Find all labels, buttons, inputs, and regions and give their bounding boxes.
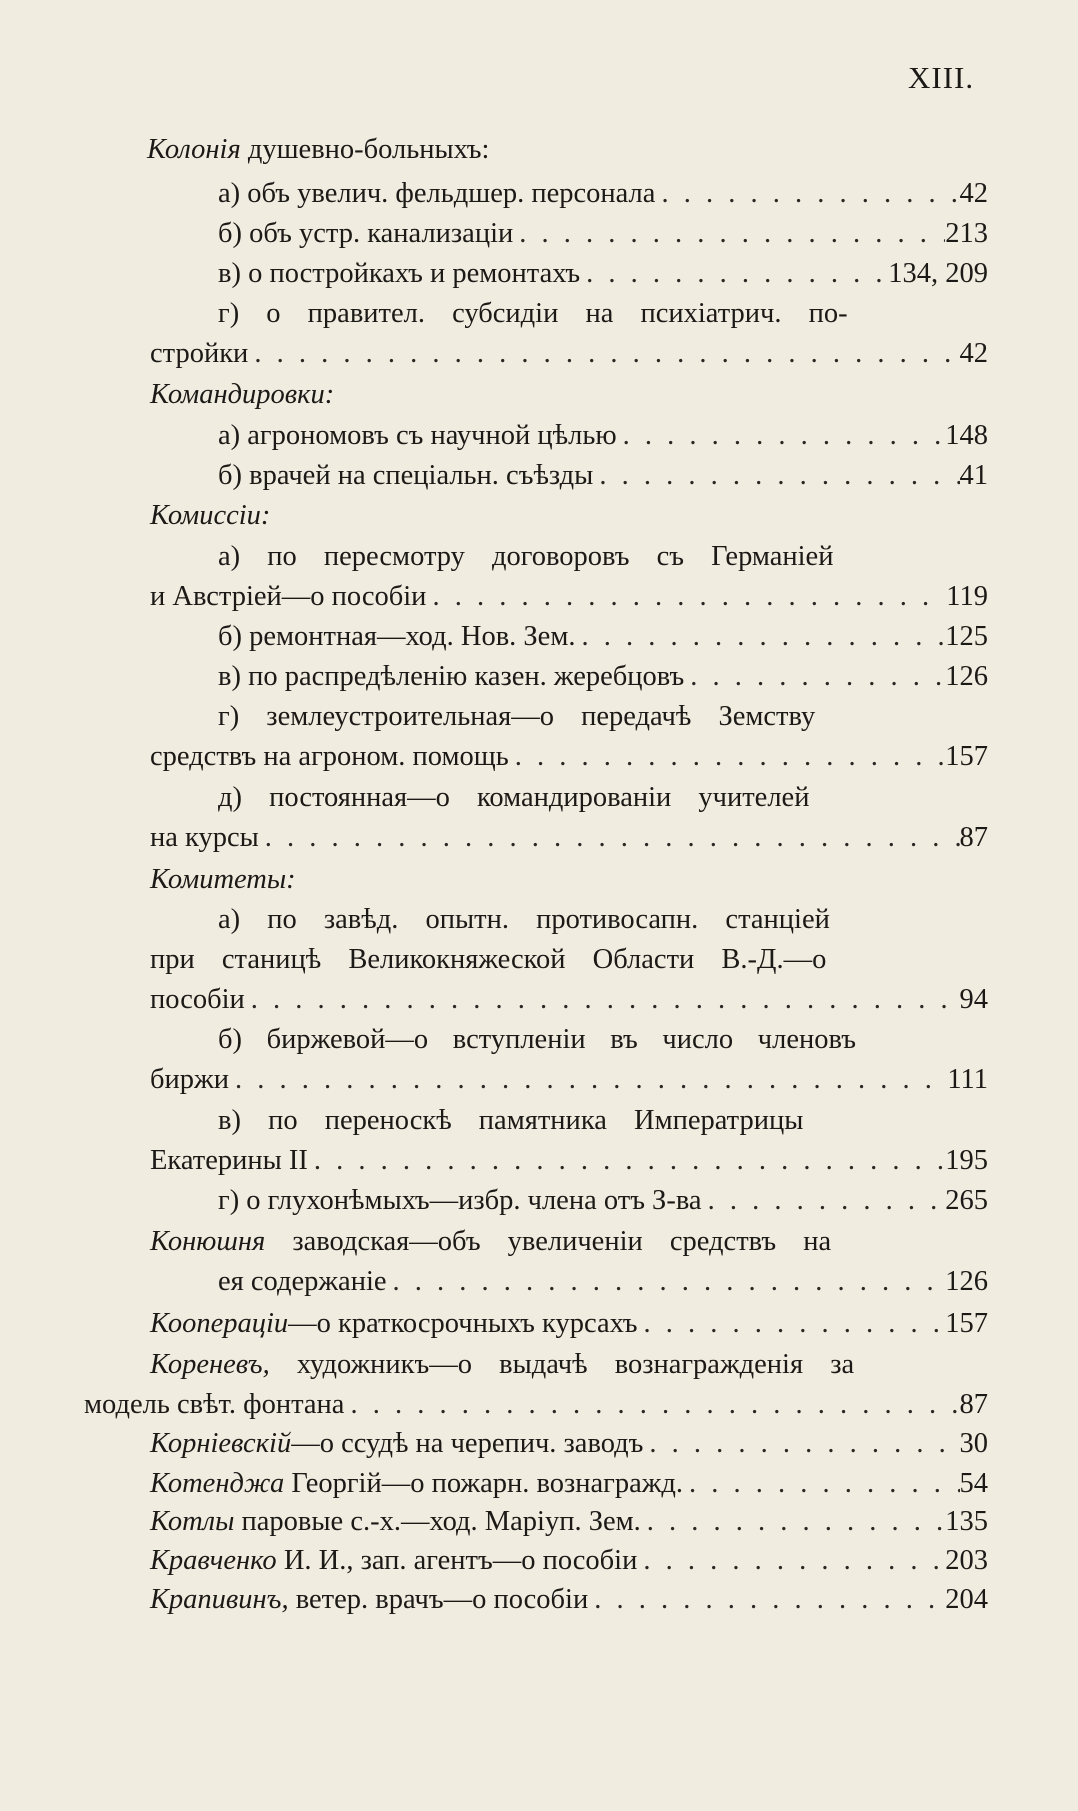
entry-heading: Командировки: xyxy=(150,379,335,410)
index-line xyxy=(218,416,988,456)
page-reference: 195 xyxy=(945,1145,988,1176)
index-line xyxy=(150,1541,988,1581)
index-line xyxy=(218,456,988,496)
entry-description: д) постоянная—о командированіи учителей xyxy=(218,782,810,813)
entry-text xyxy=(150,1464,683,1504)
entry-text xyxy=(218,214,513,254)
entry-text xyxy=(218,456,593,496)
page-reference: 135 xyxy=(945,1506,988,1537)
entry-description: а) агрономовъ съ научной цѣлью xyxy=(218,420,617,451)
entry-description: б) биржевой—о вступленіи въ число членовъ xyxy=(218,1024,856,1055)
entry-text xyxy=(218,617,576,657)
index-line xyxy=(218,1181,988,1221)
dot-leader xyxy=(248,334,959,374)
entry-text xyxy=(84,1385,344,1425)
index-line xyxy=(150,375,988,415)
index-line xyxy=(150,1222,856,1262)
entry-description: а) по завѣд. опытн. противосапн. станціей xyxy=(218,904,830,935)
index-line xyxy=(150,1424,988,1464)
index-line xyxy=(84,1385,988,1425)
entry-description: ея содержаніе xyxy=(218,1266,387,1297)
index-line xyxy=(218,778,856,818)
entry-text xyxy=(218,1181,702,1221)
index-line xyxy=(218,1101,856,1141)
dot-leader xyxy=(576,617,946,657)
page-reference: 41 xyxy=(959,460,988,491)
entry-description: —о краткосрочныхъ курсахъ xyxy=(288,1308,638,1339)
dot-leader xyxy=(637,1541,945,1581)
dot-leader xyxy=(617,416,946,456)
page-reference: 54 xyxy=(959,1468,988,1499)
entry-heading: Котлы xyxy=(150,1506,235,1537)
entry-description: на курсы xyxy=(150,822,259,853)
index-line xyxy=(218,294,858,334)
entry-text xyxy=(150,334,248,374)
dot-leader xyxy=(426,577,946,617)
page-reference: 126 xyxy=(945,1266,988,1297)
page-reference: 126 xyxy=(945,661,988,692)
entry-text xyxy=(218,778,809,818)
index-line xyxy=(150,737,988,777)
dot-leader xyxy=(684,657,945,697)
index-line xyxy=(218,214,988,254)
index-line xyxy=(150,577,988,617)
entry-text xyxy=(218,174,655,214)
page-reference: 119 xyxy=(946,581,988,612)
entry-description: заводская—объ увеличеніи средствъ на xyxy=(265,1226,832,1257)
dot-leader xyxy=(259,818,960,858)
entry-description: при станицѣ Великокняжеской Области В.-Д.—о xyxy=(150,944,827,975)
index-line xyxy=(150,818,988,858)
entry-text xyxy=(150,980,245,1020)
entry-description: ветер. врачъ—о пособіи xyxy=(288,1584,589,1615)
dot-leader xyxy=(513,214,945,254)
entry-heading: Корніевскій xyxy=(150,1428,292,1459)
entry-description: г) о глухонѣмыхъ—избр. члена отъ З-ва xyxy=(218,1185,702,1216)
index-line xyxy=(150,1304,988,1344)
entry-text xyxy=(218,1020,856,1060)
dot-leader xyxy=(509,737,946,777)
entry-text xyxy=(147,130,489,170)
page-reference: 87 xyxy=(959,1389,988,1420)
dot-leader xyxy=(308,1141,945,1181)
entry-description: душевно-больныхъ: xyxy=(240,134,490,165)
dot-leader xyxy=(580,254,888,294)
page-reference: 30 xyxy=(959,1428,988,1459)
index-line xyxy=(218,900,856,940)
entry-text xyxy=(218,294,848,334)
dot-leader xyxy=(655,174,959,214)
entry-heading: Комитеты: xyxy=(150,864,296,895)
entry-text xyxy=(218,254,580,294)
dot-leader xyxy=(643,1424,959,1464)
page-reference: 204 xyxy=(945,1584,988,1615)
entry-text xyxy=(150,1060,229,1100)
entry-description: пособіи xyxy=(150,984,245,1015)
entry-heading: Кравченко xyxy=(150,1545,277,1576)
entry-text xyxy=(150,1304,638,1344)
page-reference: 265 xyxy=(945,1185,988,1216)
entry-description: паровые с.-х.—ход. Маріуп. Зем. xyxy=(234,1506,641,1537)
entry-description: г) землеустроительная—о передачѣ Земству xyxy=(218,701,816,732)
page-reference: 157 xyxy=(945,741,988,772)
index-line xyxy=(218,1262,988,1302)
entry-description: средствъ на агроном. помощь xyxy=(150,741,509,772)
entry-text xyxy=(150,940,826,980)
page-reference: 111 xyxy=(947,1064,988,1095)
dot-leader xyxy=(593,456,959,496)
index-line xyxy=(150,334,988,374)
page-reference: 42 xyxy=(959,178,988,209)
index-line xyxy=(150,1060,988,1100)
dot-leader xyxy=(229,1060,947,1100)
entry-description: художникъ—о выдачѣ вознагражденія за xyxy=(269,1349,855,1380)
index-line xyxy=(218,697,856,737)
entry-heading: Коопераціи xyxy=(150,1308,289,1339)
page-reference: 213 xyxy=(945,218,988,249)
index-line xyxy=(150,1345,856,1385)
entry-text xyxy=(150,1141,308,1181)
entry-description: —о ссудѣ на черепич. заводъ xyxy=(291,1428,644,1459)
entry-text xyxy=(218,697,815,737)
entry-heading: Крапивинъ, xyxy=(150,1584,289,1615)
entry-heading: Комиссіи: xyxy=(150,500,271,531)
dot-leader xyxy=(702,1181,946,1221)
entry-description: б) врачей на спеціальн. съѣзды xyxy=(218,460,594,491)
entry-heading: Колонія xyxy=(147,134,241,165)
index-line xyxy=(150,1464,988,1504)
entry-text xyxy=(150,1502,641,1542)
page-reference: 125 xyxy=(945,621,988,652)
dot-leader xyxy=(641,1502,945,1542)
page-reference: 203 xyxy=(945,1545,988,1576)
entry-description: а) объ увелич. фельдшер. персонала xyxy=(218,178,656,209)
entry-description: и Австріей—о пособіи xyxy=(150,581,427,612)
entry-description: биржи xyxy=(150,1064,229,1095)
entry-text xyxy=(218,1262,387,1302)
dot-leader xyxy=(387,1262,946,1302)
page-reference: 87 xyxy=(959,822,988,853)
index-line xyxy=(218,617,988,657)
entry-text xyxy=(218,900,830,940)
index-line xyxy=(218,254,988,294)
dot-leader xyxy=(344,1385,959,1425)
entry-text xyxy=(150,375,334,415)
entry-text xyxy=(150,1541,637,1581)
entry-text xyxy=(218,1101,803,1141)
index-line xyxy=(150,1141,988,1181)
index-line xyxy=(150,1502,988,1542)
entry-description: И. И., зап. агентъ—о пособіи xyxy=(276,1545,638,1576)
page-number: XIII. xyxy=(908,60,975,95)
entry-text xyxy=(218,657,684,697)
page-reference: 157 xyxy=(945,1308,988,1339)
entry-text xyxy=(218,537,833,577)
index-line xyxy=(150,860,988,900)
dot-leader xyxy=(638,1304,946,1344)
index-line xyxy=(150,980,988,1020)
index-line xyxy=(218,174,988,214)
entry-text xyxy=(150,818,259,858)
entry-heading: Котенджа xyxy=(150,1468,285,1499)
entry-text xyxy=(150,860,296,900)
page-reference: 94 xyxy=(959,984,988,1015)
index-line xyxy=(147,130,988,170)
entry-description: в) о постройкахъ и ремонтахъ xyxy=(218,258,581,289)
entry-heading: Кореневъ, xyxy=(150,1349,270,1380)
entry-description: в) по распредѣленію казен. жеребцовъ xyxy=(218,661,685,692)
entry-text xyxy=(150,737,509,777)
entry-text xyxy=(150,1222,831,1262)
dot-leader xyxy=(588,1580,945,1620)
entry-description: стройки xyxy=(150,338,249,369)
index-line xyxy=(218,657,988,697)
entry-description: г) о правител. субсидіи на психіатрич. по- xyxy=(218,298,848,329)
entry-text xyxy=(150,496,270,536)
entry-description: а) по пересмотру договоровъ съ Германіей xyxy=(218,541,834,572)
entry-description: в) по переноскѣ памятника Императрицы xyxy=(218,1105,804,1136)
entry-text xyxy=(150,577,426,617)
entry-text xyxy=(150,1345,854,1385)
entry-description: б) ремонтная—ход. Нов. Зем. xyxy=(218,621,576,652)
index-line xyxy=(150,496,988,536)
index-line xyxy=(150,1580,988,1620)
entry-description: модель свѣт. фонтана xyxy=(84,1389,345,1420)
entry-text xyxy=(150,1424,643,1464)
dot-leader xyxy=(245,980,960,1020)
entry-heading: Конюшня xyxy=(150,1226,266,1257)
page-reference: 148 xyxy=(945,420,988,451)
entry-description: б) объ устр. канализаціи xyxy=(218,218,514,249)
index-line xyxy=(218,537,856,577)
index-line xyxy=(218,1020,856,1060)
entry-text xyxy=(150,1580,588,1620)
entry-description: Екатерины II xyxy=(150,1145,308,1176)
index-line xyxy=(150,940,856,980)
page-reference: 134, 209 xyxy=(888,258,988,289)
page-reference: 42 xyxy=(959,338,988,369)
entry-description: Георгій—о пожарн. вознагражд. xyxy=(284,1468,684,1499)
entry-text xyxy=(218,416,617,456)
dot-leader xyxy=(683,1464,959,1504)
